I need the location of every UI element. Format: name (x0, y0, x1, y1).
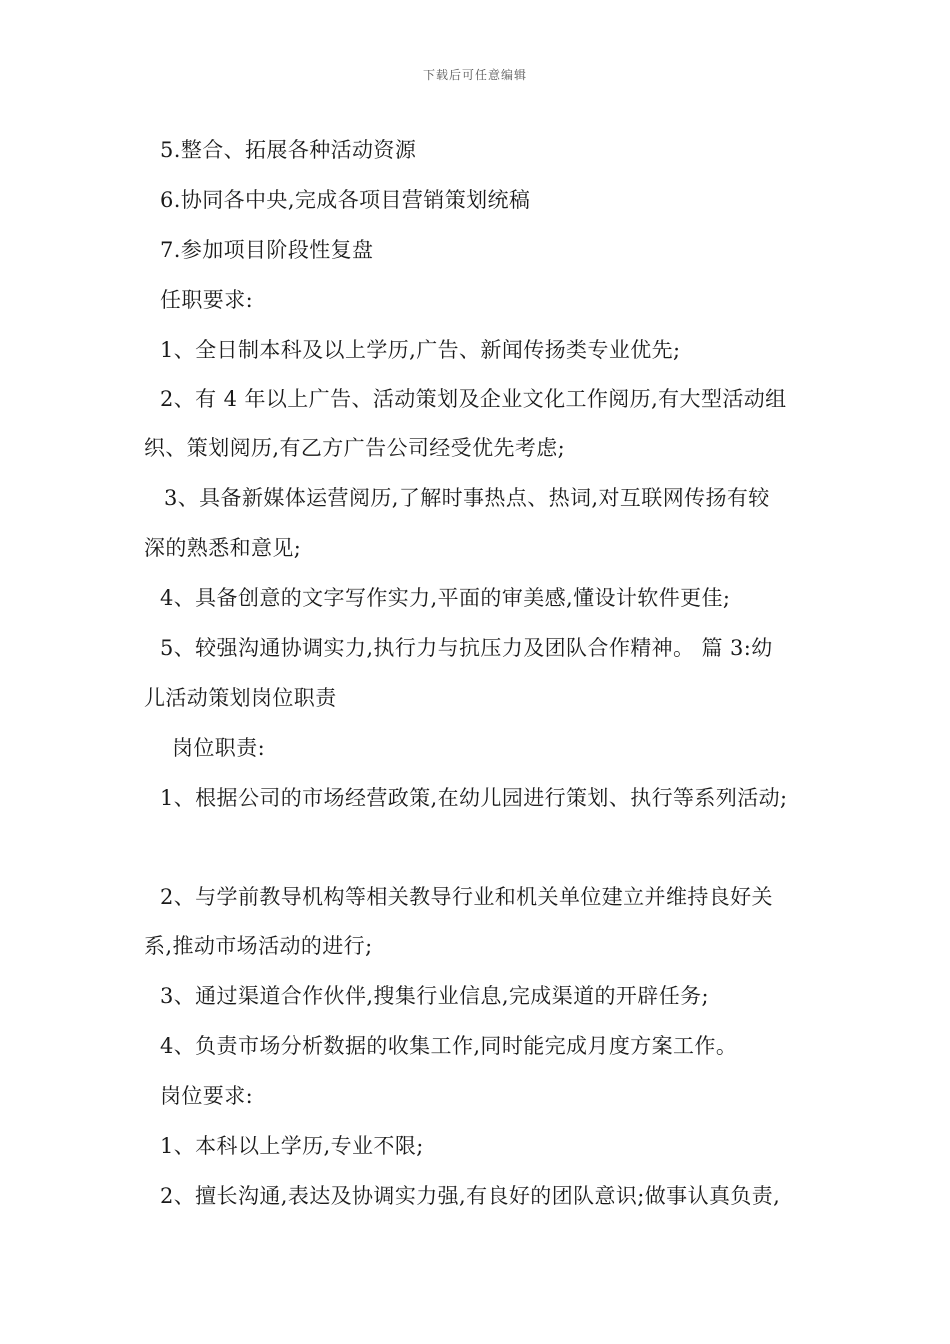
text-line: 5.整合、拓展各种活动资源 (160, 138, 417, 162)
section-heading: 岗位要求: (160, 1084, 254, 1108)
text-line: 织、策划阅历,有乙方广告公司经受优先考虑; (144, 436, 566, 460)
text-line: 2、有 4 年以上广告、活动策划及企业文化工作阅历,有大型活动组 (160, 387, 787, 411)
text-line: 4、具备创意的文字写作实力,平面的审美感,懂设计软件更佳; (160, 586, 731, 610)
text-line: 5、较强沟通协调实力,执行力与抗压力及团队合作精神。 篇 3:幼 (160, 636, 773, 660)
text-line: 3、具备新媒体运营阅历,了解时事热点、热词,对互联网传扬有较 (164, 486, 770, 510)
text-line: 6.协同各中央,完成各项目营销策划统稿 (160, 188, 531, 212)
text-line: 儿活动策划岗位职责 (144, 686, 337, 710)
page-header: 下载后可任意编辑 (422, 68, 527, 82)
text-line: 2、与学前教导机构等相关教导行业和机关单位建立并维持良好关 (160, 885, 773, 909)
text-line: 4、负责市场分析数据的收集工作,同时能完成月度方案工作。 (160, 1034, 738, 1058)
section-heading: 岗位职责: (172, 736, 266, 760)
text-line: 3、通过渠道合作伙伴,搜集行业信息,完成渠道的开辟任务; (160, 984, 709, 1008)
text-line: 1、本科以上学历,专业不限; (160, 1134, 424, 1158)
text-line: 7.参加项目阶段性复盘 (160, 238, 374, 262)
text-line: 系,推动市场活动的进行; (144, 934, 373, 958)
text-line: 深的熟悉和意见; (144, 536, 302, 560)
section-heading: 任职要求: (160, 288, 254, 312)
text-line: 2、擅长沟通,表达及协调实力强,有良好的团队意识;做事认真负责, (160, 1184, 781, 1208)
text-line: 1、根据公司的市场经营政策,在幼儿园进行策划、执行等系列活动; (160, 786, 788, 810)
text-line: 1、全日制本科及以上学历,广告、新闻传扬类专业优先; (160, 338, 681, 362)
